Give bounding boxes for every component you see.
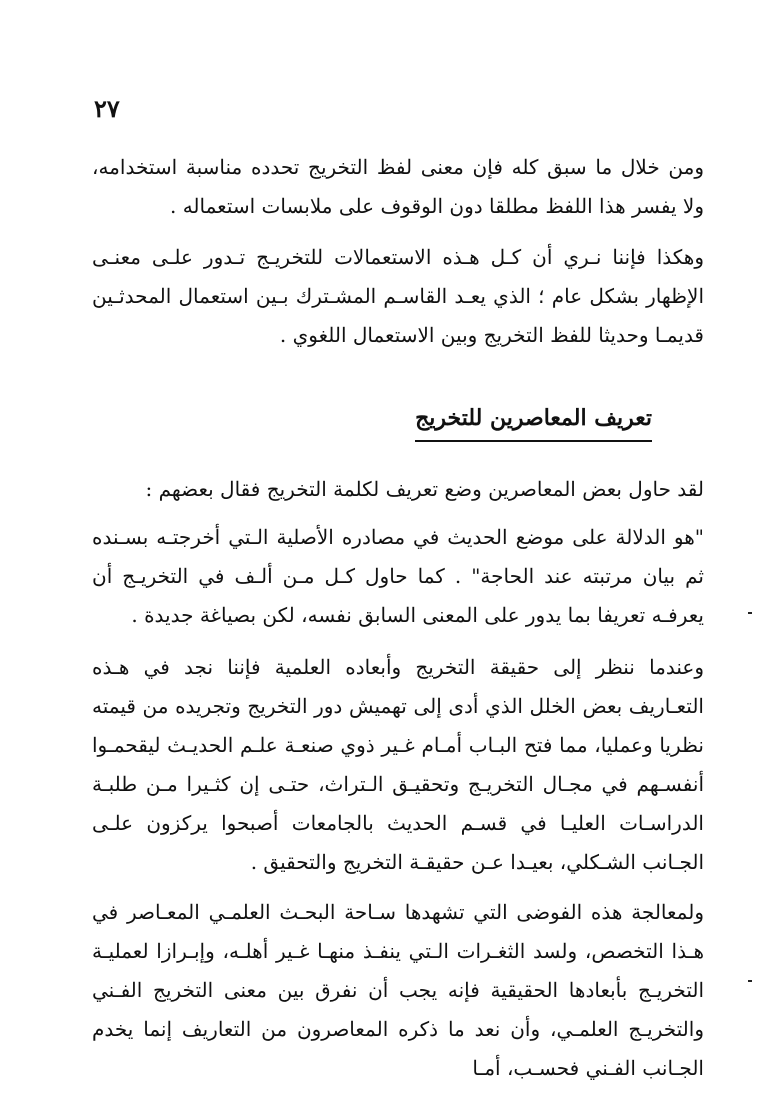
paragraph-2: وهكذا فإننا نـري أن كـل هـذه الاستعمالات للتخريـج تـدور علـى معنـى الإظهار بشكل عام ؛ الذي يعـد القاسـم المشـترك بـين استعمال المحدثـين قديمـا وحديثا للفظ التخريج وبين الاستعمال اللغوي . [92, 245, 704, 347]
page-number: ٢٧ [94, 94, 120, 123]
paragraph-3: لقد حاول بعض المعاصرين وضع تعريف لكلمة التخريج فقال بعضهم : [145, 477, 704, 501]
margin-mark [748, 980, 752, 982]
paragraph-5: وعندما ننظر إلى حقيقة التخريج وأبعاده العلمية فإننا نجد في هـذه التعـاريف بعض الخلل الذي أدى إلى تهميش دور التخريج وتجريده من قيمته نظريا وعمليا، مما فتح البـاب أمـام غـير ذوي صنعـة علـم الحديـث ليقحمـوا أنفسـهم في مجـال التخريـج وتحقيـق الـتراث، حتـى إن كثـيرا مـن طلبـة الدراسـات العليـا في قسـم الحديث بالجامعات أصبحوا يركزون علـى الجـانب الشـكلي، بعيـدا عـن حقيقـة التخريج والتحقيق . [92, 655, 704, 874]
paragraph-1: ومن خلال ما سبق كله فإن معنى لفظ التخريج تحدده مناسبة استخدامه، ولا يفسر هذا اللفظ مطلقا دون الوقوف على ملابسات استعماله . [92, 155, 704, 218]
paragraph-6: ولمعالجة هذه الفوضى التي تشهدها سـاحة البحـث العلمـي المعـاصر في هـذا التخصص، ولسد الثغـرات الـتي ينفـذ منهـا غـير أهلـه، وإبـرازا لعمليـة التخريـج بأبعادها الحقيقية فإنه يجب أن نفرق بين معنى التخريج الفـني والتخريـج العلمـي، وأن نعد ما ذكره المعاصرون من التعاريف إنما يخدم الجـانب الفـني فحسـب، أمـا [92, 900, 705, 1080]
section-heading: تعريف المعاصرين للتخريج [415, 398, 652, 442]
paragraph-4-quote: "هو الدلالة على موضع الحديث في مصادره الأصلية الـتي أخرجتـه بسـنده ثم بيان مرتبته عند الحاجة" . كما حاول كـل مـن ألـف في التخريـج أن يعرفـه تعريفا بما يدور على المعنى السابق نفسه، لكن بصياغة جديدة . [92, 525, 704, 627]
margin-mark [748, 612, 752, 614]
